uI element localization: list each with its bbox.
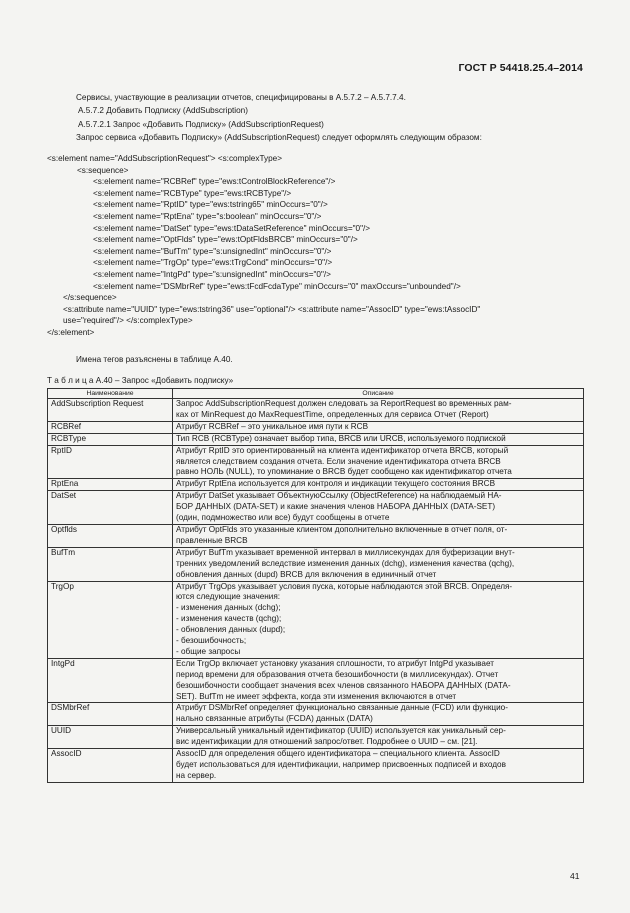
row-description-cell bbox=[173, 524, 584, 547]
row-name-cell: DatSet bbox=[48, 491, 173, 525]
xml-schema-code bbox=[47, 153, 480, 339]
row-name-cell: Optflds bbox=[48, 524, 173, 547]
code-line: <s:element name="TrgOp" type="ews:tTrgCond" minOccurs="0"/> bbox=[93, 258, 333, 268]
code-line: <s:element name="RCBRef" type="ews:tControlBlockReference"/> bbox=[93, 177, 336, 187]
table-row bbox=[48, 445, 584, 479]
page-number: 41 bbox=[570, 871, 580, 881]
row-name-cell: DSMbrRef bbox=[48, 703, 173, 726]
description-line: Атрибут BufTm указывает временной интервал в миллисекундах для буферизации внут- bbox=[176, 547, 515, 557]
description-line: Атрибут OptFlds это указанные клиентом дополнительно включенные в отчет поля, от- bbox=[176, 524, 508, 534]
table-row bbox=[48, 547, 584, 581]
description-line: (один, подмножество или все) будут сообщены в отчете bbox=[176, 513, 390, 523]
description-line: период времени для образования отчета безошибочности (в миллисекундах). Отчет bbox=[176, 669, 499, 679]
description-line: равно НОЛЬ (NULL), то упоминание о BRCB будет сообщено как идентификатор отчета bbox=[176, 467, 512, 477]
description-line: Атрибут DatSet указывает ОбъектнуюСсылку (ObjectReference) на наблюдаемый НА- bbox=[176, 491, 502, 501]
description-line: на сервер. bbox=[176, 770, 217, 780]
row-name-cell: RCBRef bbox=[48, 421, 173, 433]
row-name-cell: TrgOp bbox=[48, 581, 173, 658]
description-line: Атрибут RCBRef – это уникальное имя пути к RCB bbox=[176, 421, 369, 431]
table-caption: Т а б л и ц а А.40 – Запрос «Добавить подписку» bbox=[47, 376, 234, 385]
row-name-cell: RptID bbox=[48, 445, 173, 479]
document-standard-header: ГОСТ Р 54418.25.4–2014 bbox=[458, 62, 583, 74]
code-line: <s:element name="DatSet" type="ews:tDataSetReference" minOccurs="0"/> bbox=[93, 223, 371, 233]
table-row bbox=[48, 433, 584, 445]
description-line: БОР ДАННЫХ (DATA-SET) и какие значения членов НАБОРА ДАННЫХ (DATA-SET) bbox=[176, 502, 496, 512]
column-header-description: Описание bbox=[173, 389, 584, 399]
code-line: <s:element name="RCBType" type="ews:tRCBType"/> bbox=[93, 188, 292, 198]
description-line: Атрибут TrgOps указывает условия пуска, которые наблюдаются этой BRCB. Определя- bbox=[176, 581, 513, 591]
row-description-cell bbox=[173, 749, 584, 783]
row-description-cell bbox=[173, 703, 584, 726]
description-line: тренних уведомлений вследствие изменения данных (dchg), изменения качества (qchg), bbox=[176, 558, 515, 568]
description-line: - общие запросы bbox=[176, 646, 241, 656]
description-line: правленные BRCB bbox=[176, 535, 248, 545]
table-header-row bbox=[48, 389, 584, 399]
description-line: Если TrgOp включает установку указания сплошности, то атрибут IntgPd указывает bbox=[176, 658, 495, 668]
table-row bbox=[48, 703, 584, 726]
code-line: <s:element name="RptEna" type="s:boolean" minOccurs="0"/> bbox=[93, 211, 322, 221]
table-row bbox=[48, 581, 584, 658]
table-reference-note: Имена тегов разъяснены в таблице А.40. bbox=[76, 355, 233, 364]
row-name-cell: AssocID bbox=[48, 749, 173, 783]
row-description-cell bbox=[173, 479, 584, 491]
table-row bbox=[48, 726, 584, 749]
table-row bbox=[48, 749, 584, 783]
row-name-cell: BufTm bbox=[48, 547, 173, 581]
table-row bbox=[48, 524, 584, 547]
row-name-cell: RCBType bbox=[48, 433, 173, 445]
description-line: обновления данных (dupd) BRCB для включения в единичный отчет bbox=[176, 569, 437, 579]
table-row bbox=[48, 399, 584, 422]
row-description-cell bbox=[173, 658, 584, 703]
description-line: Атрибут RptEna используется для контроля и индикации текущего состояния BRCB bbox=[176, 479, 496, 489]
code-line: </s:sequence> bbox=[63, 293, 117, 303]
section-heading-a5721: А.5.7.2.1 Запрос «Добавить Подписку» (AddSubscriptionRequest) bbox=[78, 119, 324, 129]
table-row bbox=[48, 491, 584, 525]
description-line: - изменения качеств (qchg); bbox=[176, 614, 282, 624]
description-table bbox=[47, 388, 584, 783]
description-line: AssocID для определения общего идентификатора – специального клиента. AssocID bbox=[176, 749, 500, 759]
description-line: Универсальный уникальный идентификатор (UUID) используется как уникальный сер- bbox=[176, 726, 506, 736]
row-name-cell: UUID bbox=[48, 726, 173, 749]
description-line: Тип RCB (RCBType) означает выбор типа, BRCB или URCB, используемого подпиской bbox=[176, 433, 506, 443]
row-description-cell bbox=[173, 581, 584, 658]
code-line: <s:element name="RptID" type="ews:tstring65" minOccurs="0"/> bbox=[93, 200, 328, 210]
column-header-name: Наименование bbox=[48, 389, 173, 399]
description-line: - обновления данных (dupd); bbox=[176, 625, 286, 635]
description-line: ках от MinRequest до MaxRequestTime, определенных для сервиса Отчет (Report) bbox=[176, 409, 489, 419]
section-heading-a572: А.5.7.2 Добавить Подписку (AddSubscription) bbox=[78, 106, 248, 116]
description-line: - изменения данных (dchg); bbox=[176, 603, 281, 613]
table-row bbox=[48, 479, 584, 491]
code-line: <s:element name="DSMbrRef" type="ews:tFcdFcdaType" minOccurs="0" maxOccurs="unbounded"/> bbox=[93, 281, 461, 291]
row-description-cell bbox=[173, 547, 584, 581]
code-line: <s:sequence> bbox=[77, 165, 129, 175]
table-row bbox=[48, 658, 584, 703]
description-line: безошибочности сообщает значения всех членов связанного НАБОРА ДАННЫХ (DATA- bbox=[176, 680, 511, 690]
row-description-cell bbox=[173, 445, 584, 479]
code-line: <s:element name="OptFlds" type="ews:tOptFldsBRCB" minOccurs="0"/> bbox=[93, 235, 358, 245]
code-line: <s:element name="AddSubscriptionRequest"> <s:complexType> bbox=[47, 154, 282, 163]
code-line: use="required"/> </s:complexType> bbox=[63, 316, 193, 326]
table-row bbox=[48, 421, 584, 433]
description-line: является следствием создания отчета. Если значение идентификатора отчета BRCB bbox=[176, 456, 501, 466]
description-line: ются следующие значения: bbox=[176, 592, 281, 602]
description-line: - безошибочность; bbox=[176, 636, 247, 646]
code-line: <s:element name="IntgPd" type="s:unsignedInt" minOccurs="0"/> bbox=[93, 269, 331, 279]
code-line: <s:attribute name="UUID" type="ews:tstring36" use="optional"/> <s:attribute name="AssocID" type="ews:tAssocID" bbox=[63, 304, 481, 314]
description-line: SET). BufTm не имеет эффекта, когда эти изменения включаются в отчет bbox=[176, 691, 457, 701]
intro-text bbox=[76, 91, 482, 144]
description-line: Запрос AddSubscriptionRequest должен следовать за ReportRequest во временных рам- bbox=[176, 399, 512, 408]
row-description-cell bbox=[173, 726, 584, 749]
row-name-cell: IntgPd bbox=[48, 658, 173, 703]
code-line: </s:element> bbox=[47, 327, 95, 337]
row-description-cell bbox=[173, 491, 584, 525]
description-line: Атрибут RptID это ориентированный на клиента идентификатор отчета BRCB, который bbox=[176, 445, 509, 455]
intro-line: Сервисы, участвующие в реализации отчетов, специфицированы в А.5.7.2 – А.5.7.7.4. bbox=[76, 93, 406, 102]
code-line: <s:element name="BufTm" type="s:unsignedInt" minOccurs="0"/> bbox=[93, 246, 332, 256]
description-line: вис идентификации для отношений запрос/ответ. Подробнее о UUID – см. [21]. bbox=[176, 737, 478, 747]
row-description-cell bbox=[173, 433, 584, 445]
row-description-cell bbox=[173, 399, 584, 422]
intro-line: Запрос сервиса «Добавить Подписку» (AddSubscriptionRequest) следует оформлять следующим образом: bbox=[76, 132, 482, 142]
row-name-cell: AddSubscription Request bbox=[48, 399, 173, 422]
row-description-cell bbox=[173, 421, 584, 433]
description-line: нально связанные атрибуты (FCDA) данных (DATA) bbox=[176, 714, 373, 724]
description-line: Атрибут DSMbrRef определяет функционально связанные данные (FCD) или функцио- bbox=[176, 703, 508, 713]
description-line: будет использоваться для идентификации, например присвоенных подписей и входов bbox=[176, 760, 506, 769]
row-name-cell: RptEna bbox=[48, 479, 173, 491]
